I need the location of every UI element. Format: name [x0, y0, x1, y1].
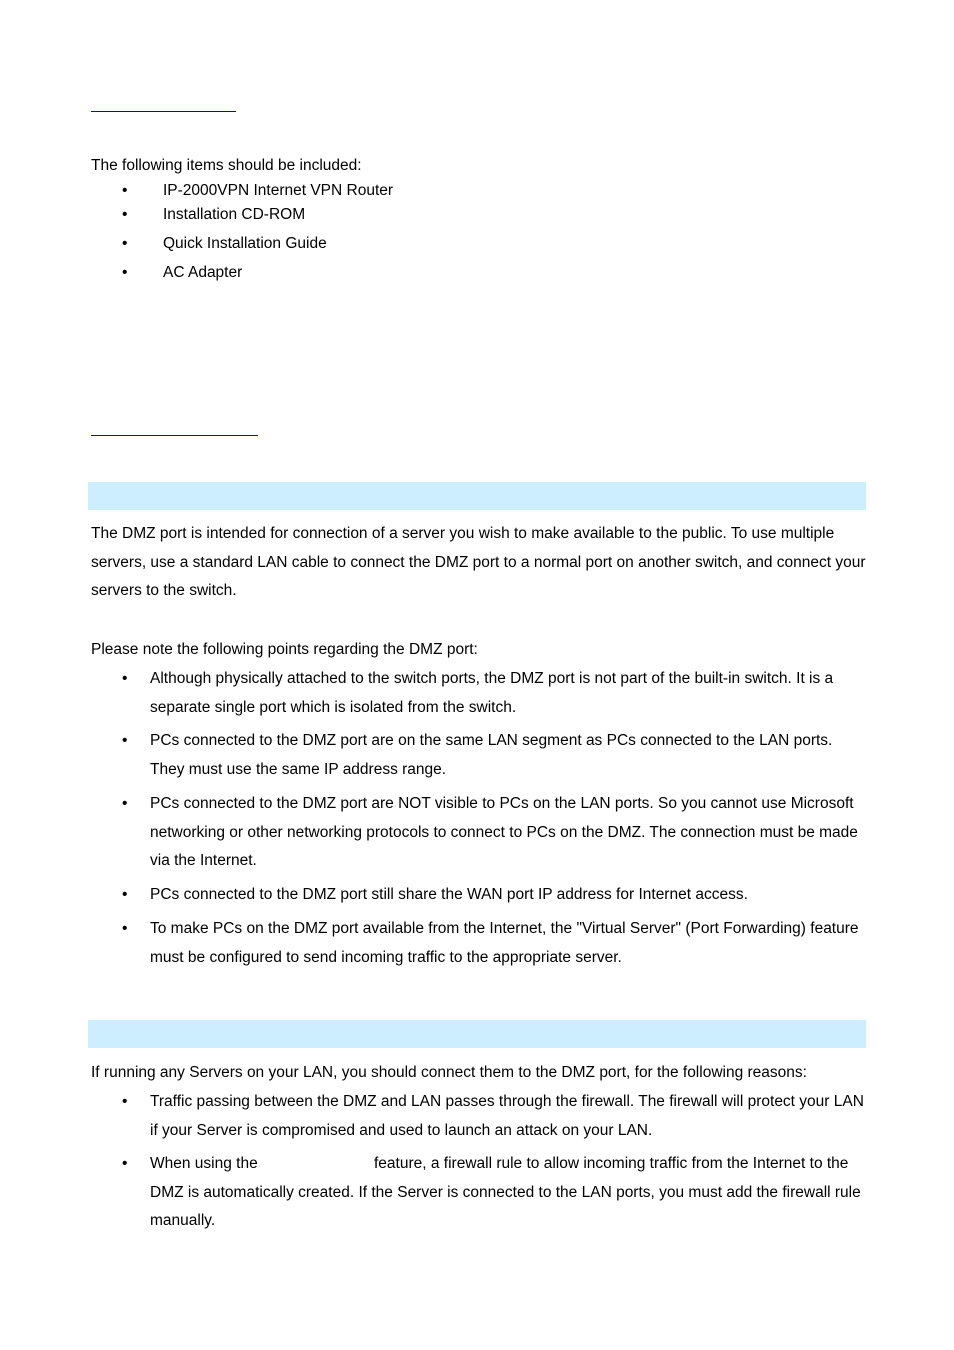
- bullet-dot: •: [122, 264, 128, 281]
- list-item-text: Although physically attached to the switch ports, the DMZ port is not part of the built-in switch. It is a separate single port which is isolated from the switch.: [150, 670, 834, 716]
- bullet-dot: •: [122, 732, 128, 749]
- bullet-dot: •: [122, 182, 128, 199]
- bullet-dot: •: [122, 886, 128, 903]
- package-item-label: Installation CD-ROM: [163, 206, 306, 223]
- bullet-dot: •: [122, 1093, 128, 1110]
- dmz-points-intro: Please note the following points regarding the DMZ port:: [91, 641, 478, 658]
- package-item-label: AC Adapter: [163, 264, 243, 281]
- bullet-dot: •: [122, 235, 128, 252]
- list-item-text: Traffic passing between the DMZ and LAN passes through the firewall. The firewall will protect your LAN if your Server is compromised and used to launch an attack on your LAN.: [150, 1093, 864, 1139]
- bullet-dot: •: [122, 920, 128, 937]
- package-item-label: Quick Installation Guide: [163, 235, 327, 252]
- reason2-rest: DMZ is automatically created. If the Server is connected to the LAN ports, you must add the firewall rule manually.: [150, 1183, 861, 1229]
- bullet-dot: •: [122, 795, 128, 812]
- list-item-text: PCs connected to the DMZ port still share the WAN port IP address for Internet access.: [150, 886, 748, 903]
- reason2-post: feature, a firewall rule to allow incoming traffic from the Internet to the: [374, 1155, 849, 1172]
- package-intro: The following items should be included:: [91, 157, 362, 174]
- list-item-text: PCs connected to the DMZ port are NOT visible to PCs on the LAN ports. So you cannot use Microsoft networking or other networking protocols to connect to PCs on the DMZ. The connection must be made via the Internet.: [150, 795, 858, 869]
- list-item-text: To make PCs on the DMZ port available from the Internet, the "Virtual Server" (Port Forwarding) feature must be configured to send incoming traffic to the appropriate server.: [150, 920, 859, 966]
- bullet-dot: •: [122, 206, 128, 223]
- dmz-heading-link[interactable]: [91, 435, 258, 436]
- reason2-pre: When using the: [150, 1155, 258, 1172]
- bullet-dot: •: [122, 1155, 128, 1172]
- package-item-label: IP-2000VPN Internet VPN Router: [163, 182, 394, 199]
- dmz-port-band: [88, 482, 866, 510]
- bullet-dot: •: [122, 670, 128, 687]
- list-item-text: PCs connected to the DMZ port are on the same LAN segment as PCs connected to the LAN ports. They must use the same IP address range.: [150, 732, 833, 778]
- dmz-usage-band: [88, 1020, 866, 1048]
- reasons-intro: If running any Servers on your LAN, you should connect them to the DMZ port, for the following reasons:: [91, 1064, 807, 1081]
- package-contents-heading-link[interactable]: [91, 111, 236, 112]
- dmz-paragraph: The DMZ port is intended for connection of a server you wish to make available to the public. To use multiple servers, use a standard LAN cable to connect the DMZ port to a normal port on another switch, and connect your servers to the switch.: [91, 525, 866, 599]
